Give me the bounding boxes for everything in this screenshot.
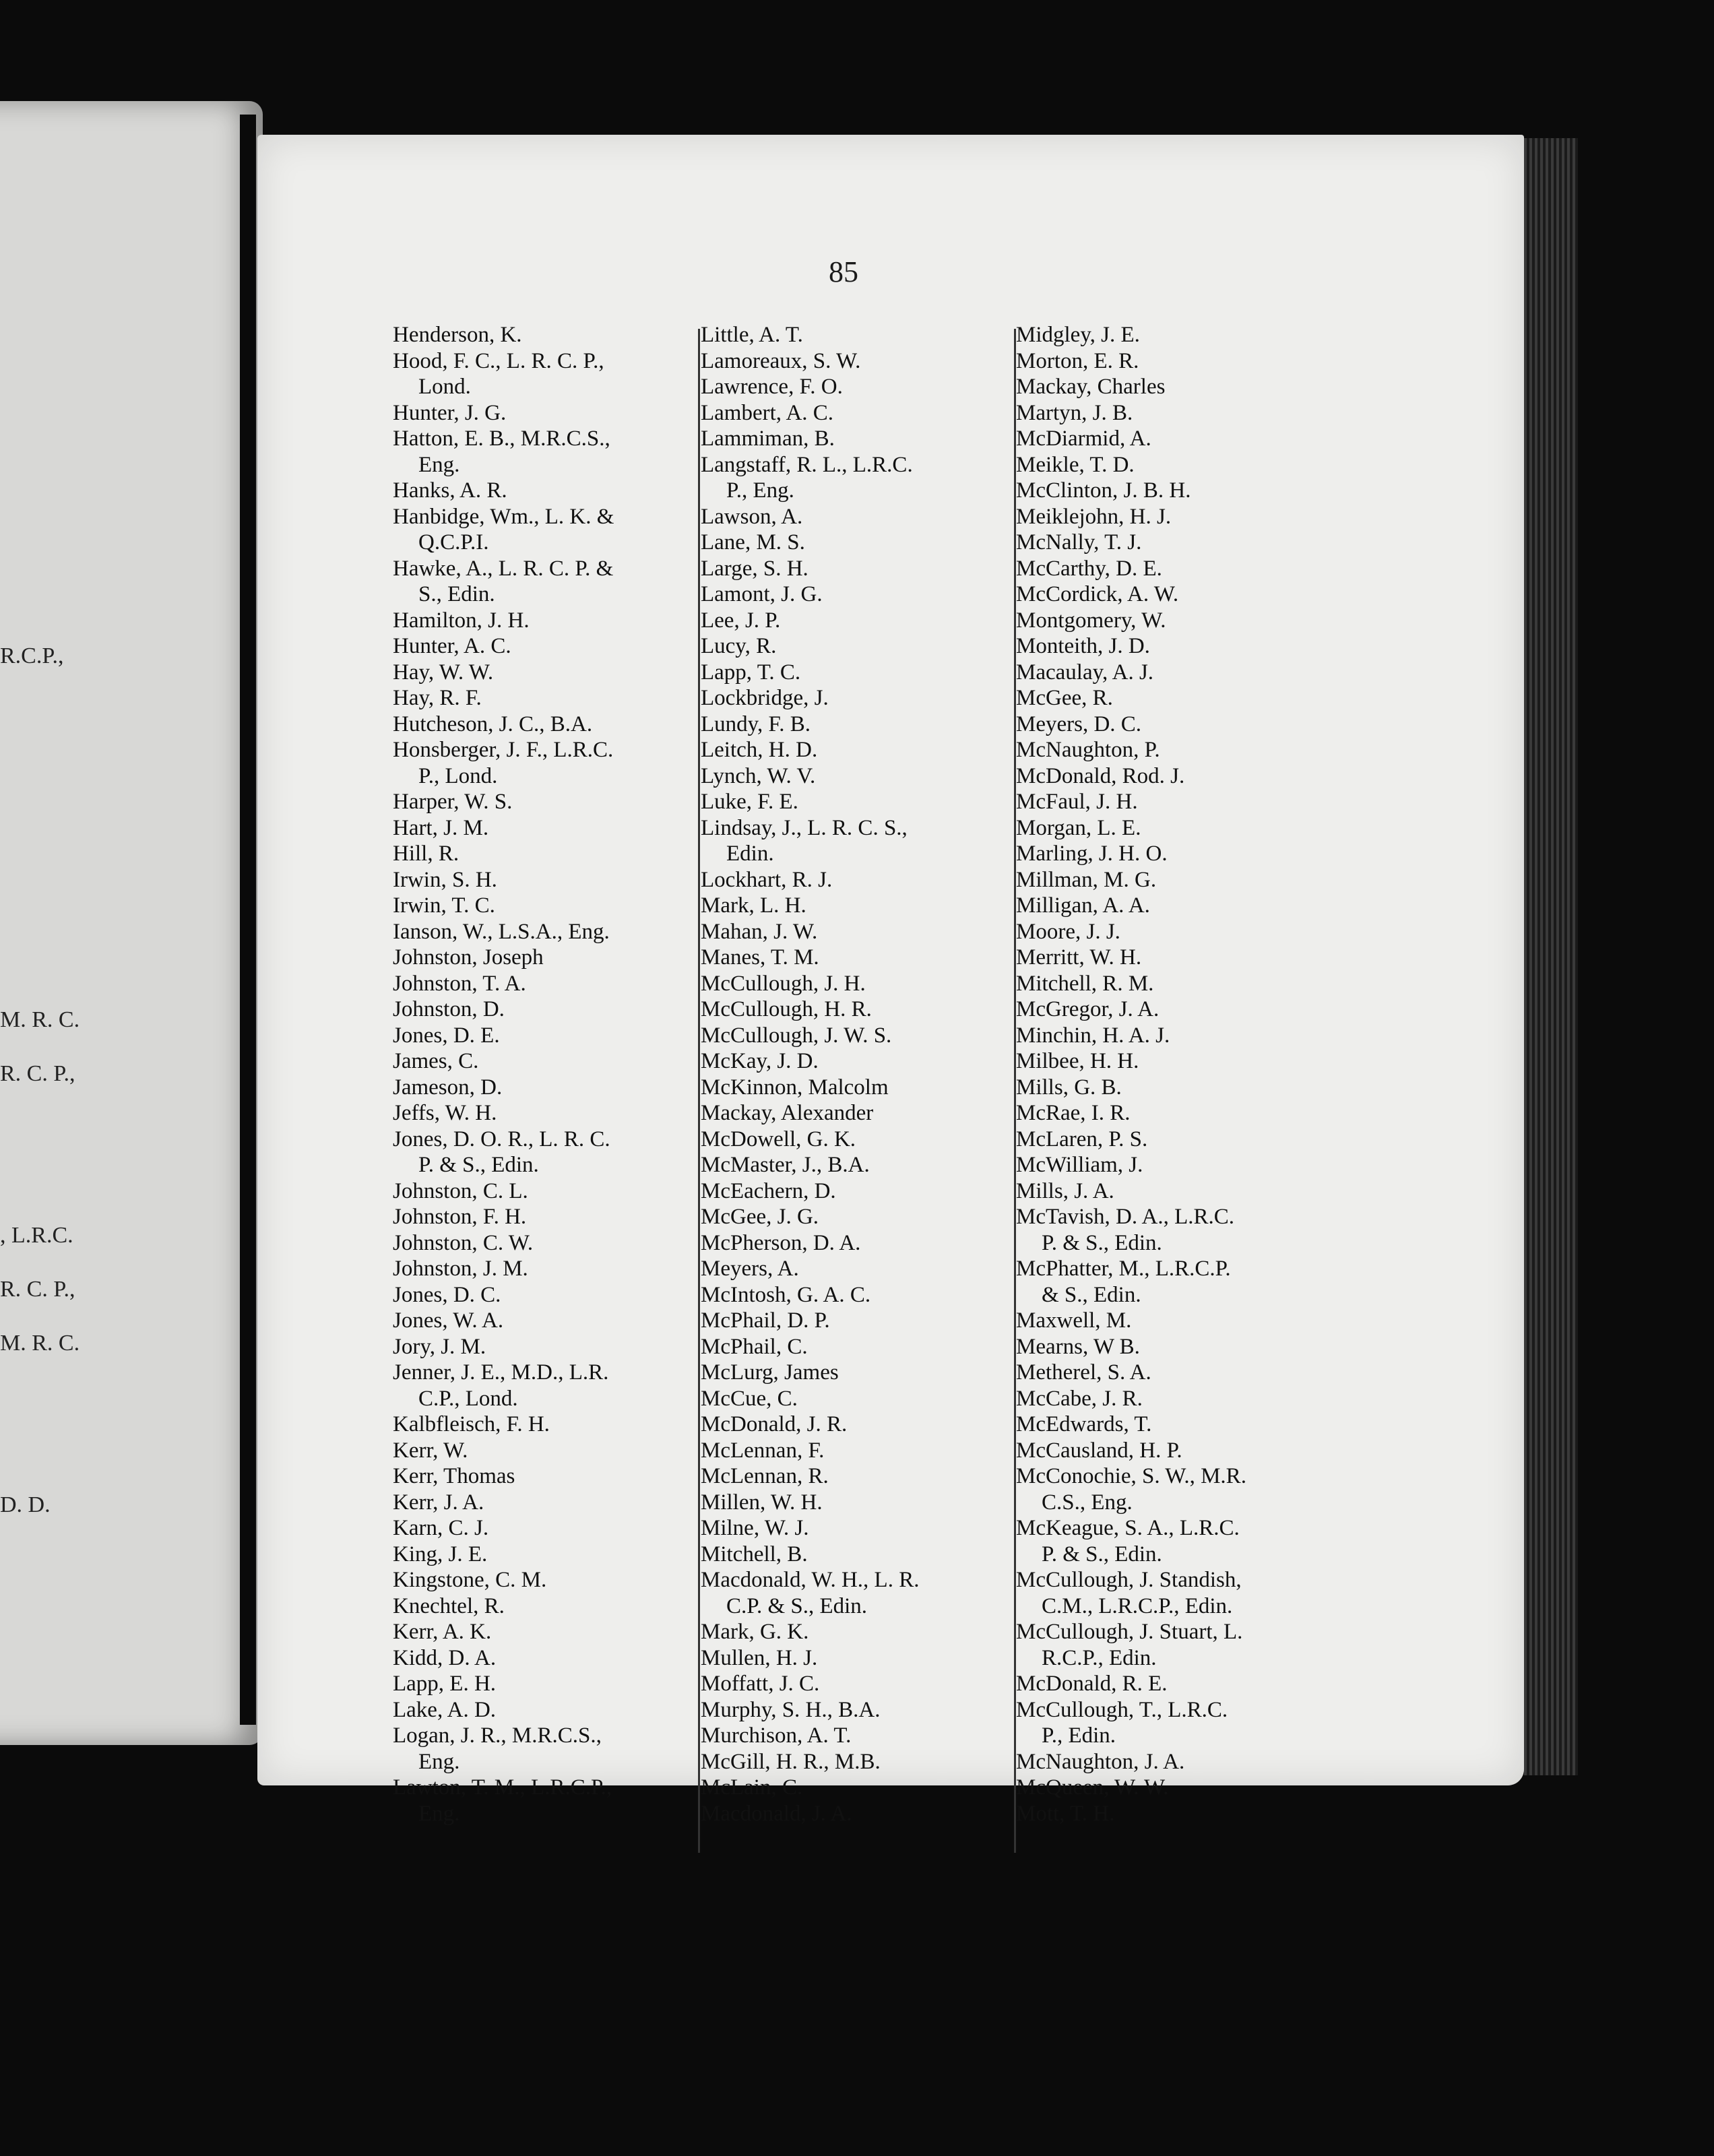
name-entry: Johnston, F. H.: [393, 1205, 527, 1229]
name-entry: Jeffs, W. H.: [393, 1101, 497, 1125]
name-entry: McCullough, T., L.R.C.: [1016, 1697, 1228, 1722]
left-page-fragment: M. R. C.: [0, 1331, 80, 1356]
name-entry: Hamilton, J. H.: [393, 608, 530, 633]
name-entry: McDonald, J. R.: [701, 1412, 848, 1436]
name-entry: Marling, J. H. O.: [1016, 842, 1168, 866]
name-entry: Lamoreaux, S. W.: [701, 348, 861, 373]
name-entry: Hay, R. F.: [393, 686, 482, 710]
name-entry: Murphy, S. H., B.A.: [701, 1697, 881, 1722]
page-edges: [1524, 138, 1578, 1775]
name-entry: McPhail, C.: [701, 1334, 808, 1359]
name-entry: Lake, A. D.: [393, 1697, 497, 1722]
name-column-2: [701, 322, 1011, 1827]
name-entry: McLennan, F.: [701, 1438, 825, 1463]
name-entry: Macdonald, J. A.: [701, 1801, 852, 1826]
name-entry: Lambert, A. C.: [701, 400, 834, 425]
name-entry: McCue, C.: [701, 1386, 798, 1411]
name-entry: Johnston, D.: [393, 997, 505, 1021]
name-entry: Langstaff, R. L., L.R.C.: [701, 452, 913, 477]
name-entry: Lapp, E. H.: [393, 1672, 497, 1696]
name-entry: McDowell, G. K.: [701, 1127, 856, 1151]
name-entry: McNaughton, J. A.: [1016, 1749, 1185, 1774]
name-entry: McGill, H. R., M.B.: [701, 1749, 881, 1774]
name-entry: McTavish, D. A., L.R.C.: [1016, 1205, 1235, 1229]
name-entry: Morton, E. R.: [1016, 348, 1139, 373]
name-entry: Large, S. H.: [701, 556, 808, 581]
name-entry: Merritt, W. H.: [1016, 945, 1142, 970]
name-entry: Johnston, T. A.: [393, 971, 526, 996]
name-entry: McDiarmid, A.: [1016, 426, 1151, 451]
entry-continuation: P., Eng.: [726, 478, 794, 503]
name-entry: McGregor, J. A.: [1016, 997, 1160, 1021]
name-entry: Jameson, D.: [393, 1075, 503, 1100]
name-entry: McLennan, R.: [701, 1464, 829, 1488]
entry-continuation: Q.C.P.I.: [418, 530, 489, 554]
name-entry: McCarthy, D. E.: [1016, 556, 1162, 581]
name-entry: Irwin, S. H.: [393, 867, 497, 892]
name-entry: Martyn, J. B.: [1016, 400, 1133, 425]
name-entry: Jory, J. M.: [393, 1334, 486, 1359]
name-entry: McPhail, D. P.: [701, 1308, 830, 1333]
name-entry: Mark, G. K.: [701, 1620, 809, 1644]
name-entry: Johnston, C. W.: [393, 1230, 534, 1255]
name-entry: Mullen, H. J.: [701, 1645, 818, 1670]
name-entry: McWilliam, J.: [1016, 1153, 1143, 1177]
left-page-fragment: D. D.: [0, 1492, 51, 1517]
name-entry: McFaul, J. H.: [1016, 790, 1138, 814]
name-entry: Hill, R.: [393, 842, 459, 866]
name-entry: McNally, T. J.: [1016, 530, 1142, 554]
name-entry: Moore, J. J.: [1016, 919, 1120, 944]
name-entry: Mark, L. H.: [701, 893, 806, 918]
name-entry: Kerr, A. K.: [393, 1620, 492, 1644]
entry-continuation: C.M., L.R.C.P., Edin.: [1042, 1593, 1233, 1618]
left-page-fragment: R. C. P.,: [0, 1277, 75, 1302]
entry-continuation: C.S., Eng.: [1042, 1490, 1133, 1515]
name-entry: Minchin, H. A. J.: [1016, 1023, 1170, 1048]
name-entry: Henderson, K.: [393, 323, 522, 347]
name-entry: Kerr, Thomas: [393, 1464, 515, 1488]
name-entry: McMaster, J., B.A.: [701, 1153, 870, 1177]
name-entry: Meyers, D. C.: [1016, 711, 1142, 736]
name-entry: Kidd, D. A.: [393, 1645, 497, 1670]
book-gutter: [240, 115, 256, 1725]
name-entry: Lindsay, J., L. R. C. S.,: [701, 815, 908, 840]
name-entry: Kalbfleisch, F. H.: [393, 1412, 550, 1436]
name-entry: Mills, J. A.: [1016, 1178, 1114, 1203]
name-entry: Macaulay, A. J.: [1016, 660, 1154, 685]
name-entry: Mitchell, B.: [701, 1542, 808, 1566]
name-entry: Mearns, W B.: [1016, 1334, 1140, 1359]
name-entry: Milbee, H. H.: [1016, 1049, 1139, 1073]
name-entry: Mackay, Alexander: [701, 1101, 874, 1125]
name-entry: Mott, T. H.: [1016, 1801, 1115, 1826]
name-entry: Jones, D. O. R., L. R. C.: [393, 1127, 610, 1151]
name-entry: Lockbridge, J.: [701, 686, 829, 710]
name-entry: Ianson, W., L.S.A., Eng.: [393, 919, 610, 944]
entry-continuation: Lond.: [418, 375, 471, 399]
name-entry: Lockhart, R. J.: [701, 867, 833, 892]
name-entry: Johnston, Joseph: [393, 945, 544, 970]
name-entry: Hanks, A. R.: [393, 478, 507, 503]
name-entry: Murchison, A. T.: [701, 1723, 852, 1748]
name-entry: Johnston, C. L.: [393, 1178, 528, 1203]
name-entry: Luke, F. E.: [701, 790, 798, 814]
name-entry: Lucy, R.: [701, 634, 777, 658]
name-entry: Lawson, A.: [701, 504, 803, 529]
name-entry: Hanbidge, Wm., L. K. &: [393, 504, 614, 529]
entry-continuation: Eng.: [418, 1801, 460, 1826]
name-entry: Midgley, J. E.: [1016, 323, 1140, 347]
name-entry: Little, A. T.: [701, 323, 803, 347]
name-entry: Meyers, A.: [701, 1257, 799, 1281]
name-entry: Kerr, J. A.: [393, 1490, 484, 1515]
name-entry: McCullough, H. R.: [701, 997, 872, 1021]
name-entry: McQueen, W. W.: [1016, 1775, 1169, 1800]
name-entry: Mahan, J. W.: [701, 919, 818, 944]
name-entry: McCullough, J. W. S.: [701, 1023, 892, 1048]
entry-continuation: P. & S., Edin.: [1042, 1230, 1162, 1255]
name-entry: Lammiman, B.: [701, 426, 835, 451]
entry-continuation: Eng.: [418, 452, 460, 477]
name-entry: Morgan, L. E.: [1016, 815, 1141, 840]
name-entry: Meiklejohn, H. J.: [1016, 504, 1172, 529]
entry-continuation: C.P. & S., Edin.: [726, 1593, 868, 1618]
entry-continuation: & S., Edin.: [1042, 1282, 1141, 1307]
column-rule: [698, 329, 700, 1853]
name-entry: Lee, J. P.: [701, 608, 781, 633]
name-entry: Hood, F. C., L. R. C. P.,: [393, 348, 604, 373]
name-entry: Meikle, T. D.: [1016, 452, 1135, 477]
name-entry: McKay, J. D.: [701, 1049, 819, 1073]
name-entry: McPhatter, M., L.R.C.P.: [1016, 1257, 1231, 1281]
left-page-fragment: R. C. P.,: [0, 1061, 75, 1086]
name-entry: Logan, J. R., M.R.C.S.,: [393, 1723, 602, 1748]
name-entry: Metherel, S. A.: [1016, 1360, 1151, 1385]
name-entry: Kerr, W.: [393, 1438, 468, 1463]
entry-continuation: P. & S., Edin.: [418, 1153, 539, 1177]
name-entry: Irwin, T. C.: [393, 893, 495, 918]
name-entry: McKinnon, Malcolm: [701, 1075, 889, 1100]
left-page-fragment: R.C.P.,: [0, 643, 64, 668]
name-entry: Honsberger, J. F., L.R.C.: [393, 738, 614, 762]
name-column-1: [393, 322, 696, 1827]
name-entry: Mitchell, R. M.: [1016, 971, 1154, 996]
name-entry: Manes, T. M.: [701, 945, 819, 970]
name-entry: Jones, D. E.: [393, 1023, 500, 1048]
name-entry: McKeague, S. A., L.R.C.: [1016, 1516, 1240, 1540]
name-entry: Hatton, E. B., M.R.C.S.,: [393, 426, 610, 451]
entry-continuation: C.P., Lond.: [418, 1386, 518, 1411]
name-entry: McGee, R.: [1016, 686, 1113, 710]
name-entry: King, J. E.: [393, 1542, 488, 1566]
name-entry: McCullough, J. H.: [701, 971, 866, 996]
name-entry: Hunter, J. G.: [393, 400, 507, 425]
name-entry: Hawke, A., L. R. C. P. &: [393, 556, 614, 581]
name-entry: McLaren, P. S.: [1016, 1127, 1148, 1151]
name-entry: Maxwell, M.: [1016, 1308, 1132, 1333]
name-entry: Moffatt, J. C.: [701, 1672, 820, 1696]
name-entry: McCordick, A. W.: [1016, 582, 1179, 606]
entry-continuation: R.C.P., Edin.: [1042, 1645, 1157, 1670]
name-entry: Jenner, J. E., M.D., L.R.: [393, 1360, 609, 1385]
name-entry: Mackay, Charles: [1016, 375, 1166, 399]
name-entry: Lawton, T. M., L.R.C.P.,: [393, 1775, 612, 1800]
name-entry: Lawrence, F. O.: [701, 375, 843, 399]
name-entry: Harper, W. S.: [393, 790, 513, 814]
name-entry: Millman, M. G.: [1016, 867, 1157, 892]
name-entry: Monteith, J. D.: [1016, 634, 1150, 658]
entry-continuation: S., Edin.: [418, 582, 495, 606]
entry-continuation: P., Lond.: [418, 763, 498, 788]
name-entry: Lane, M. S.: [701, 530, 805, 554]
name-entry: McDonald, R. E.: [1016, 1672, 1168, 1696]
name-entry: McGee, J. G.: [701, 1205, 819, 1229]
name-entry: McEdwards, T.: [1016, 1412, 1152, 1436]
name-entry: Montgomery, W.: [1016, 608, 1166, 633]
name-entry: Lundy, F. B.: [701, 711, 811, 736]
name-entry: Millen, W. H.: [701, 1490, 823, 1515]
entry-continuation: P., Edin.: [1042, 1723, 1116, 1748]
name-entry: McNaughton, P.: [1016, 738, 1160, 762]
name-entry: McIntosh, G. A. C.: [701, 1282, 871, 1307]
name-entry: McDonald, Rod. J.: [1016, 763, 1185, 788]
name-entry: Milne, W. J.: [701, 1516, 809, 1540]
name-entry: Leitch, H. D.: [701, 738, 818, 762]
name-entry: McEachern, D.: [701, 1178, 836, 1203]
name-entry: Hutcheson, J. C., B.A.: [393, 711, 593, 736]
entry-continuation: P. & S., Edin.: [1042, 1542, 1162, 1566]
entry-continuation: Edin.: [726, 842, 774, 866]
entry-continuation: Eng.: [418, 1749, 460, 1774]
name-entry: McLurg, James: [701, 1360, 839, 1385]
name-entry: Hay, W. W.: [393, 660, 494, 685]
left-page-fragment: , L.R.C.: [0, 1223, 73, 1248]
left-page-fragment: M. R. C.: [0, 1007, 80, 1032]
name-entry: McCabe, J. R.: [1016, 1386, 1143, 1411]
name-entry: Johnston, J. M.: [393, 1257, 528, 1281]
name-entry: Hart, J. M.: [393, 815, 489, 840]
name-entry: McClinton, J. B. H.: [1016, 478, 1191, 503]
name-entry: Lapp, T. C.: [701, 660, 801, 685]
name-entry: Lynch, W. V.: [701, 763, 816, 788]
name-entry: Jones, D. C.: [393, 1282, 501, 1307]
name-entry: McCullough, J. Stuart, L.: [1016, 1620, 1243, 1644]
name-entry: Knechtel, R.: [393, 1593, 505, 1618]
left-page: [0, 101, 263, 1745]
name-column-3: [1016, 322, 1333, 1827]
name-entry: Macdonald, W. H., L. R.: [701, 1568, 920, 1592]
page-number: 85: [829, 255, 858, 288]
name-entry: Hunter, A. C.: [393, 634, 511, 658]
name-entry: Jones, W. A.: [393, 1308, 504, 1333]
name-entry: McConochie, S. W., M.R.: [1016, 1464, 1246, 1488]
name-entry: Kingstone, C. M.: [393, 1568, 547, 1592]
name-entry: Karn, C. J.: [393, 1516, 489, 1540]
name-entry: McCausland, H. P.: [1016, 1438, 1182, 1463]
name-entry: James, C.: [393, 1049, 479, 1073]
name-entry: Mills, G. B.: [1016, 1075, 1122, 1100]
name-entry: McLain, C.: [701, 1775, 803, 1800]
name-entry: Lamont, J. G.: [701, 582, 823, 606]
name-entry: Milligan, A. A.: [1016, 893, 1150, 918]
name-entry: McPherson, D. A.: [701, 1230, 861, 1255]
name-entry: McCullough, J. Standish,: [1016, 1568, 1242, 1592]
name-entry: McRae, I. R.: [1016, 1101, 1131, 1125]
